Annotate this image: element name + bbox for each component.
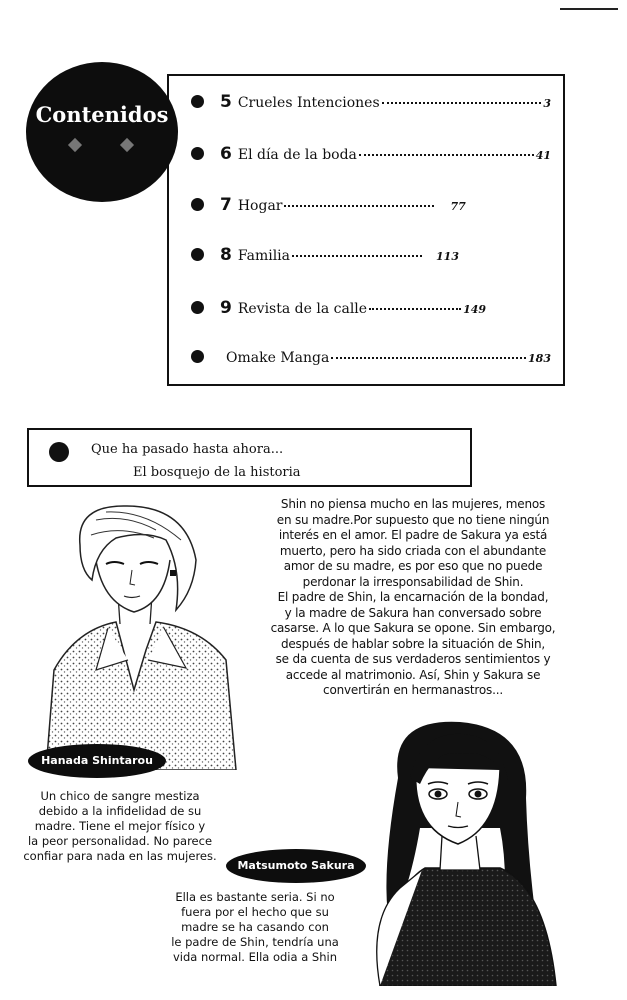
toc-box <box>167 74 565 386</box>
toc-chapter-title: Familia <box>237 248 291 264</box>
toc-page-number: 113 <box>436 250 459 263</box>
toc-page-number: 77 <box>450 200 466 213</box>
story-synopsis <box>258 497 568 699</box>
story-line: muerto, pero ha sido criada con el abundante <box>279 543 547 558</box>
toc-entry[interactable] <box>191 245 551 275</box>
toc-entry[interactable] <box>191 144 551 174</box>
story-line: casarse. A lo que Sakura se opone. Sin embargo, <box>270 621 556 635</box>
sakura-name-tag: Matsumoto Sakura <box>226 849 366 883</box>
shin-desc-line: confiar para nada en las mujeres. <box>23 849 217 863</box>
toc-chapter-number: 7 <box>220 195 232 215</box>
toc-chapter-number: 8 <box>220 245 232 265</box>
story-line: se da cuenta de sus verdaderos sentimientos y <box>275 652 551 666</box>
shin-desc-line: la peor personalidad. No parece <box>27 834 213 848</box>
contents-badge <box>26 62 178 202</box>
bullet-icon <box>49 442 69 462</box>
shin-name-tag: Hanada Shintarou <box>28 744 166 778</box>
shin-desc-line: madre. Tiene el mejor físico y <box>34 819 206 833</box>
summary-heading: Que ha pasado hasta ahora... <box>91 442 284 457</box>
bullet-icon <box>191 248 204 261</box>
toc-page-number: 149 <box>463 303 487 316</box>
toc-chapter-title: Crueles Intenciones <box>237 95 380 111</box>
story-line: Shin no piensa mucho en las mujeres, menos <box>280 497 546 511</box>
shin-desc-line: debido a la infidelidad de su <box>38 804 202 818</box>
sakura-desc-line: vida normal. Ella odia a Shin <box>173 950 337 964</box>
toc-leader-dots <box>331 357 526 359</box>
story-line: convertirán en hermanastros... <box>323 683 503 697</box>
toc-chapter-title: Hogar <box>237 198 283 214</box>
sakura-portrait <box>350 718 580 986</box>
story-line: y la madre de Sakura han conversado sobre <box>284 605 542 620</box>
toc-page-number: 41 <box>535 149 551 162</box>
toc-page-number: 3 <box>543 97 551 110</box>
story-line: perdonar la irresponsabilidad de Shin. <box>302 574 524 589</box>
toc-entry[interactable] <box>191 195 551 225</box>
bullet-icon <box>191 301 204 314</box>
toc-leader-dots <box>369 308 461 310</box>
contents-title: Contenidos <box>35 102 169 127</box>
decorative-dot <box>120 138 134 152</box>
top-edge-line <box>560 8 618 10</box>
summary-header-box <box>27 428 472 487</box>
toc-chapter-title: Revista de la calle <box>237 301 368 317</box>
toc-entry[interactable] <box>191 349 551 379</box>
shin-portrait <box>36 500 241 770</box>
bullet-icon <box>191 350 204 363</box>
shin-desc-line: Un chico de sangre mestiza <box>40 789 200 803</box>
toc-chapter-number: 9 <box>220 298 232 318</box>
toc-leader-dots <box>284 205 434 207</box>
story-line: en su madre.Por supuesto que no tiene ningún <box>276 512 550 527</box>
toc-leader-dots <box>359 154 534 156</box>
bullet-icon <box>191 147 204 160</box>
toc-entry[interactable] <box>191 92 551 122</box>
bullet-icon <box>191 198 204 211</box>
toc-leader-dots <box>382 102 542 104</box>
toc-chapter-number: 5 <box>220 92 232 112</box>
sakura-description <box>160 890 350 965</box>
story-line: accede al matrimonio. Así, Shin y Sakura se <box>285 667 541 682</box>
toc-entry[interactable] <box>191 298 551 328</box>
sakura-desc-line: Ella es bastante seria. Si no <box>175 890 335 904</box>
toc-chapter-title: El día de la boda <box>237 147 357 163</box>
toc-page-number: 183 <box>528 352 551 365</box>
shin-description <box>20 789 220 864</box>
toc-chapter-number: 6 <box>220 144 232 164</box>
story-line: después de hablar sobre la situación de Shin, <box>280 636 546 651</box>
decorative-dot <box>68 138 82 152</box>
bullet-icon <box>191 95 204 108</box>
story-line: amor de su madre, es por eso que no puede <box>283 559 543 573</box>
story-line: interés en el amor. El padre de Sakura ya está <box>278 528 548 542</box>
sakura-desc-line: madre se ha casando con <box>181 920 329 934</box>
sakura-desc-line: fuera por el hecho que su <box>181 905 329 919</box>
sakura-desc-line: le padre de Shin, tendría una <box>171 935 339 949</box>
summary-subheading: El bosquejo de la historia <box>133 465 301 480</box>
toc-chapter-title: Omake Manga <box>226 350 330 366</box>
toc-leader-dots <box>292 255 422 257</box>
story-line: El padre de Shin, la encarnación de la bondad, <box>277 590 549 604</box>
